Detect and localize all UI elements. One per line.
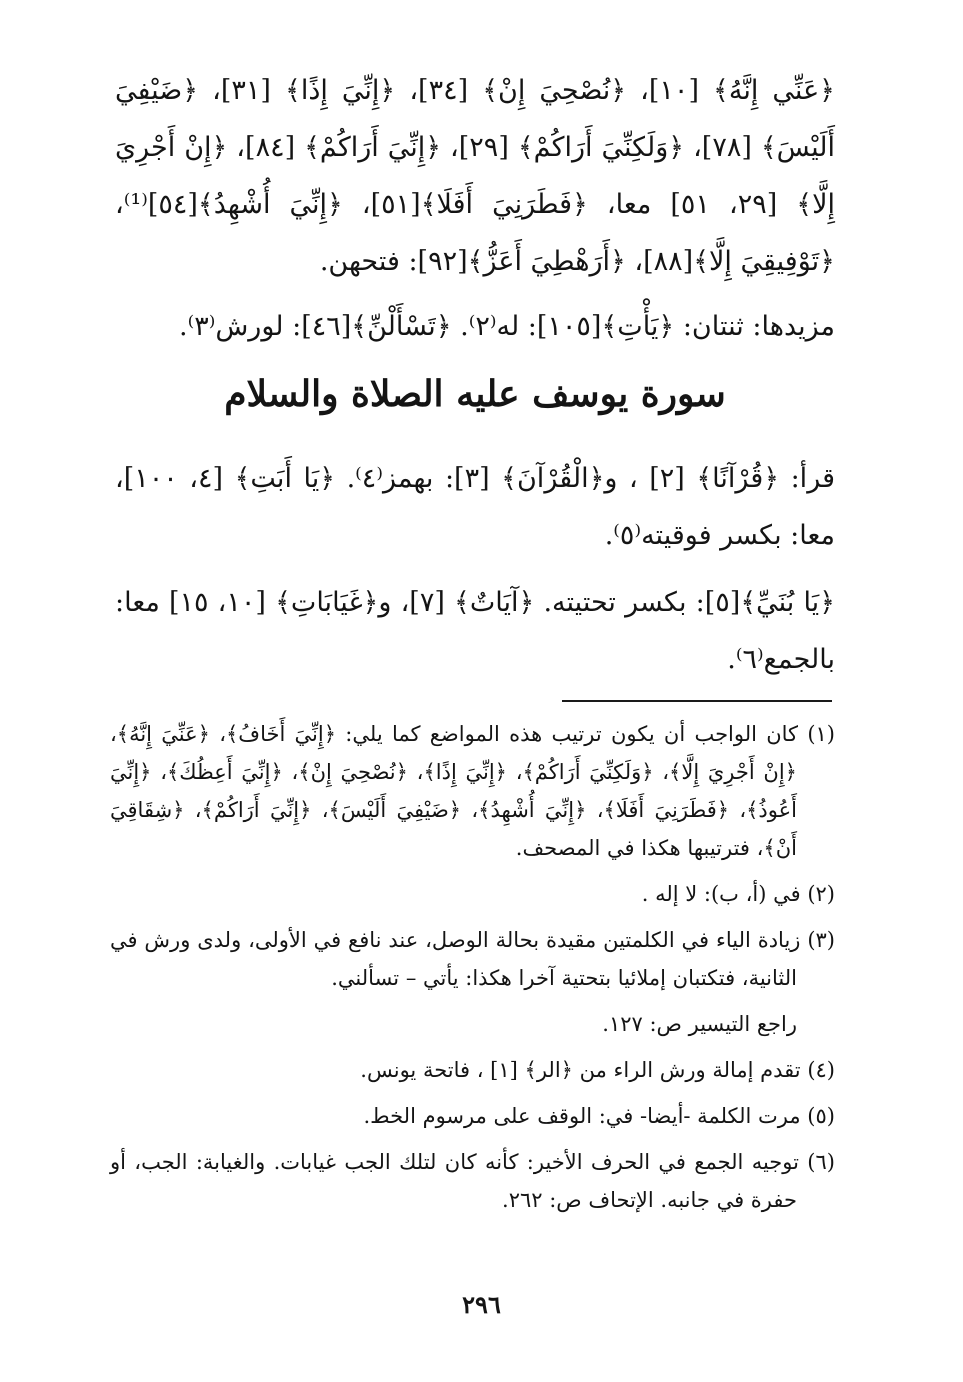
paragraph-ya-bunayya: ﴿يَا بُنَيِّ﴾[٥]: بكسر تحتيته. ﴿آيَاتٌ﴾ [٧]، و﴿غَيَابَاتِ﴾ [١٠، ١٥] معا: بالجمع⁽٦⁾. — [115, 587, 836, 675]
surah-title: سورة يوسف عليه الصلاة والسلام — [224, 373, 726, 415]
page-number: ٢٩٦ — [462, 1290, 501, 1319]
paragraph-yaat-idafa: ﴿عَنِّي إِنَّهُ﴾ [١٠]، ﴿نُصْحِيَ إِنْ﴾ [٣٤]، ﴿إِنِّيَ إِذًا﴾ [٣١]، ﴿ضَيْفِيَ أَلَيْسَ﴾ [٧٨]، ﴿وَلَكِنِّيَ أَرَاكُمْ﴾ [٢٩]، ﴿إِنِّيَ أَرَاكُمْ﴾ [٨٤]، ﴿إِنْ أَجْرِيَ إِلَّا﴾ [٢٩، ٥١] معا، ﴿فَطَرَنِيَ أَفَلَا﴾[٥١]، ﴿إِنِّيَ أُشْهِدُ﴾[٥٤]⁽¹⁾، ﴿تَوْفِيقِيَ إِلَّا﴾[٨٨]، ﴿أَرَهْطِيَ أَعَزُّ﴾[٩٢]: فتحهن. — [115, 75, 836, 277]
footnote-5: (٥) مرت الكلمة -أيضا- في: الوقف على مرسوم الخط. — [363, 1104, 835, 1128]
footnote-6: (٦) توجيه الجمع في الحرف الأخير: كأنه كان لتلك الجب غيابات. والغيابة: الجب، أو حفرة في جانبه. الإتحاف ص: ٢٦٢. — [110, 1150, 835, 1212]
footnote-2: (٢) في (أ، ب): لا إله . — [641, 882, 835, 906]
footnote-3: (٣) زيادة الياء في الكلمتين مقيدة بحالة الوصل، عند نافع في الأولى، ولدى ورش في الثانية، فتكتبان إملائيا بتحتية آخرا هكذا: يأتي – تسألني. — [110, 928, 835, 990]
footnote-divider — [562, 700, 832, 702]
footnote-3-reference: راجع التيسير ص: ١٢٧. — [602, 1012, 797, 1036]
surah-yusuf-text — [115, 450, 835, 688]
footnote-1: (١) كان الواجب أن يكون ترتيب هذه المواضع كما يلي: ﴿إِنِّيَ أَخَافُ﴾، ﴿عَنِّيَ إِنَّهُ﴾، ﴿إِنْ أَجْرِيَ إِلَّا﴾، ﴿وَلَكِنِّيَ أَرَاكُمْ﴾، ﴿إِنِّيَ إِذًا﴾، ﴿نُصْحِيَ إِنْ﴾، ﴿إِنِّيَ أَعِظُكَ﴾، ﴿إِنِّيَ أَعُوذُ﴾، ﴿فَطَرَنِيَ أَفَلَا﴾، ﴿إِنِّيَ أُشْهِدُ﴾، ﴿ضَيْفِيَ أَلَيْسَ﴾، ﴿إِنِّيَ أَرَاكُمْ﴾، ﴿شِقَاقِيَ أَنْ﴾، فترتيبها هكذا في المصحف. — [110, 722, 835, 860]
footnote-4: (٤) تقدم إمالة ورش الراء من ﴿الر﴾ [١] ، فاتحة يونس. — [360, 1058, 835, 1082]
footnotes — [110, 715, 835, 1227]
paragraph-zawaid: مزيدها: ثنتان: ﴿يَأْتِ﴾[١٠٥]: له⁽٢⁾. ﴿تَسْأَلْنِّ﴾[٤٦]: لورش⁽٣⁾. — [178, 311, 835, 342]
paragraph-qara: قرأ: ﴿قُرْآنًا﴾ [٢] ، و﴿الْقُرْآنَ﴾ [٣]: بهمز⁽٤⁾. ﴿يَا أَبَتِ﴾ [٤، ١٠٠]، معا: بكسر فوقيته⁽٥⁾. — [115, 463, 835, 551]
main-text-block — [115, 62, 835, 355]
